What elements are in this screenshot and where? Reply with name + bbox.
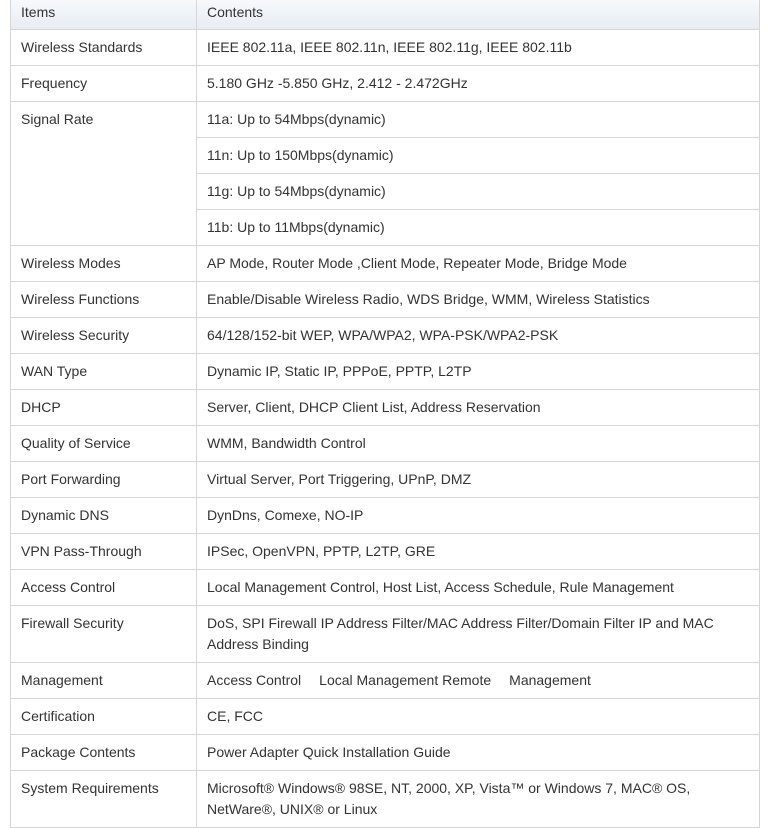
spec-table: [10, 0, 760, 828]
table-row: [11, 390, 760, 426]
table-row: [11, 498, 760, 534]
table-row: [11, 771, 760, 828]
row-label: Wireless Standards: [11, 30, 197, 66]
table-row: [11, 606, 760, 663]
table-row: [11, 663, 760, 699]
row-label: Wireless Security: [11, 318, 197, 354]
row-value: Local Management Control, Host List, Access Schedule, Rule Management: [197, 570, 760, 606]
row-label: DHCP: [11, 390, 197, 426]
row-value: IPSec, OpenVPN, PPTP, L2TP, GRE: [197, 534, 760, 570]
row-label: Wireless Modes: [11, 246, 197, 282]
row-value: Power Adapter Quick Installation Guide: [197, 735, 760, 771]
table-row: [11, 246, 760, 282]
table-row: [11, 318, 760, 354]
row-label: Certification: [11, 699, 197, 735]
table-row: [11, 66, 760, 102]
table-row: [11, 426, 760, 462]
value-part: Management: [509, 672, 591, 688]
table-row: [11, 534, 760, 570]
table-row: [11, 102, 760, 138]
row-label: Access Control: [11, 570, 197, 606]
row-value: AP Mode, Router Mode ,Client Mode, Repeater Mode, Bridge Mode: [197, 246, 760, 282]
row-label: Port Forwarding: [11, 462, 197, 498]
table-row: [11, 462, 760, 498]
row-value: [197, 663, 760, 699]
table-row: [11, 699, 760, 735]
row-label: VPN Pass-Through: [11, 534, 197, 570]
row-value: 11n: Up to 150Mbps(dynamic): [197, 138, 760, 174]
row-value: 11g: Up to 54Mbps(dynamic): [197, 174, 760, 210]
row-label: Signal Rate: [11, 102, 197, 246]
row-value: DynDns, Comexe, NO-IP: [197, 498, 760, 534]
row-label: Frequency: [11, 66, 197, 102]
row-value: Dynamic IP, Static IP, PPPoE, PPTP, L2TP: [197, 354, 760, 390]
row-label: Management: [11, 663, 197, 699]
row-label: Package Contents: [11, 735, 197, 771]
table-row: [11, 30, 760, 66]
row-value: Enable/Disable Wireless Radio, WDS Bridge, WMM, Wireless Statistics: [197, 282, 760, 318]
row-label: Quality of Service: [11, 426, 197, 462]
row-label: Wireless Functions: [11, 282, 197, 318]
table-row: [11, 282, 760, 318]
header-row: [11, 0, 760, 30]
row-value: 11a: Up to 54Mbps(dynamic): [197, 102, 760, 138]
row-value: 64/128/152-bit WEP, WPA/WPA2, WPA-PSK/WPA2-PSK: [197, 318, 760, 354]
table-row: [11, 570, 760, 606]
row-label: WAN Type: [11, 354, 197, 390]
row-value: 11b: Up to 11Mbps(dynamic): [197, 210, 760, 246]
value-part: Access Control: [207, 672, 302, 688]
table-row: [11, 735, 760, 771]
header-contents: Contents: [197, 0, 760, 30]
row-label: System Requirements: [11, 771, 197, 828]
row-label: Dynamic DNS: [11, 498, 197, 534]
row-value: Virtual Server, Port Triggering, UPnP, DMZ: [197, 462, 760, 498]
row-value: CE, FCC: [197, 699, 760, 735]
table-row: [11, 354, 760, 390]
row-value: Server, Client, DHCP Client List, Address Reservation: [197, 390, 760, 426]
row-value: IEEE 802.11a, IEEE 802.11n, IEEE 802.11g, IEEE 802.11b: [197, 30, 760, 66]
value-part: Local Management Remote: [319, 672, 492, 688]
row-value: WMM, Bandwidth Control: [197, 426, 760, 462]
row-label: Firewall Security: [11, 606, 197, 663]
header-items: Items: [11, 0, 197, 30]
row-value: 5.180 GHz -5.850 GHz, 2.412 - 2.472GHz: [197, 66, 760, 102]
row-value: Microsoft® Windows® 98SE, NT, 2000, XP, Vista™ or Windows 7, MAC® OS, NetWare®, UNIX® or Linux: [197, 771, 760, 828]
row-value: DoS, SPI Firewall IP Address Filter/MAC Address Filter/Domain Filter IP and MAC Address Binding: [197, 606, 760, 663]
